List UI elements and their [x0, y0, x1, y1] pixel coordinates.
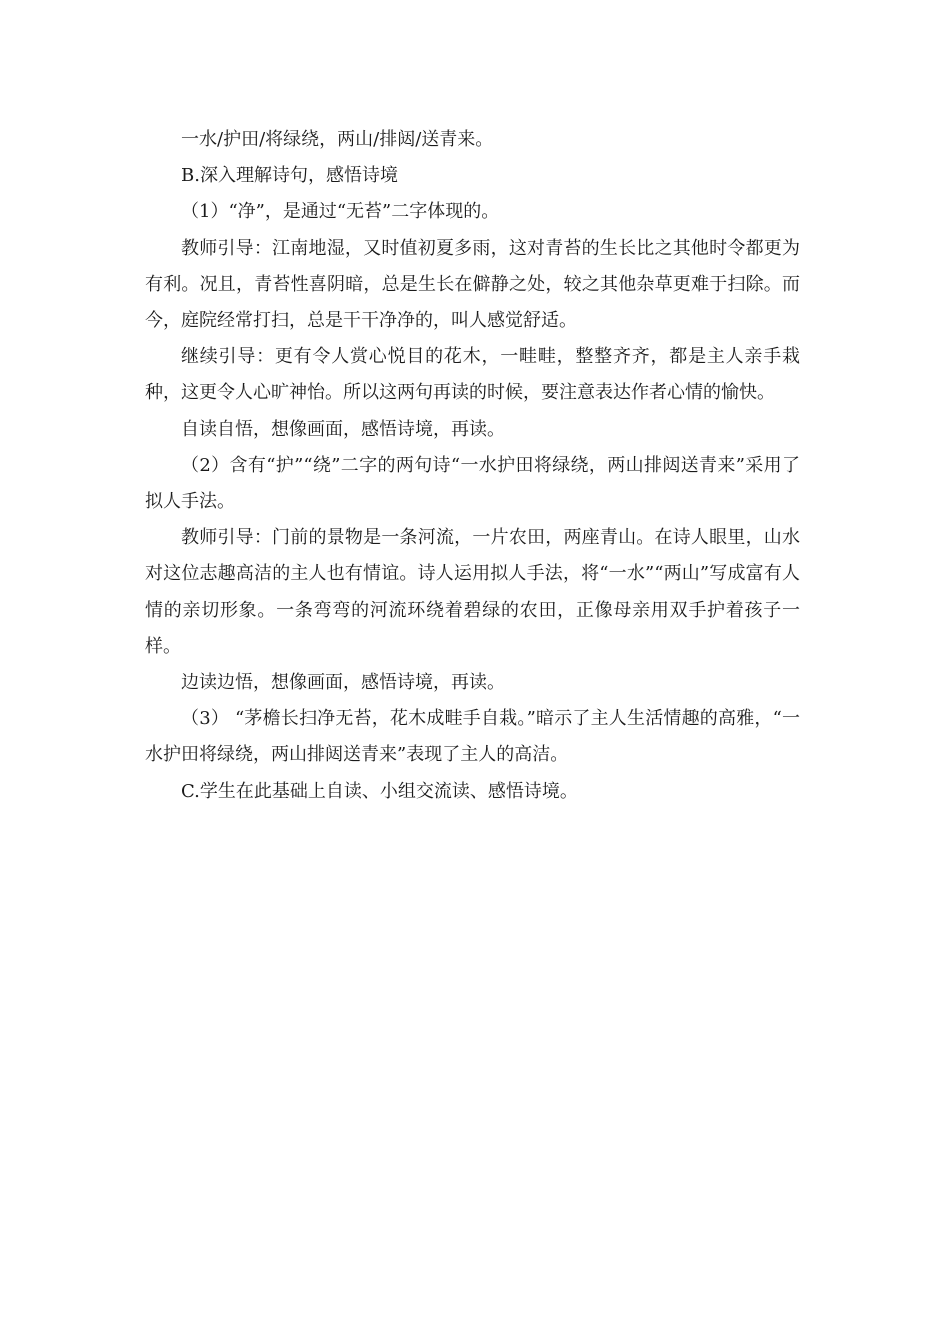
section-heading-b: B.深入理解诗句，感悟诗境 [181, 165, 398, 187]
section-heading-c: C.学生在此基础上自读、小组交流读、感悟诗境。 [181, 780, 578, 802]
point-2: （2）含有“护”“绕”二字的两句诗“一水护田将绿绕，两山排闼送青来”采用了拟人手法。 [145, 454, 800, 513]
continue-guide: 继续引导：更有令人赏心悦目的花木，一畦畦，整整齐齐，都是主人亲手栽种，这更令人心旷神怡。所以这两句再读的时候，要注意表达作者心情的愉快。 [145, 346, 800, 404]
teacher-guide-1: 教师引导：江南地湿，又时值初夏多雨，这对青苔的生长比之其他时令都更为有利。况且，青苔性喜阴暗，总是生长在僻静之处，较之其他杂草更难于扫除。而今，庭院经常打扫，总是干干净净的，叫人感觉舒适。 [145, 237, 800, 332]
document-body [145, 122, 800, 810]
poem-line: 一水/护田/将绿绕，两山/排闼/送青来。 [181, 129, 494, 150]
teacher-guide-2: 教师引导：门前的景物是一条河流，一片农田，两座青山。在诗人眼里，山水对这位志趣高洁的主人也有情谊。诗人运用拟人手法，将“一水”“两山”写成富有人情的亲切形象。一条弯弯的河流环绕着碧绿的农田，正像母亲用双手护着孩子一样。 [145, 527, 800, 657]
self-read-1: 自读自悟，想像画面，感悟诗境，再读。 [181, 418, 505, 440]
point-3: （3） “茅檐长扫净无苔，花木成畦手自栽。”暗示了主人生活情趣的高雅，“一水护田将绿绕，两山排闼送青来”表现了主人的高洁。 [145, 708, 800, 766]
self-read-2: 边读边悟，想像画面，感悟诗境，再读。 [181, 672, 505, 694]
point-1: （1）“净”，是通过“无苔”二字体现的。 [181, 201, 500, 223]
